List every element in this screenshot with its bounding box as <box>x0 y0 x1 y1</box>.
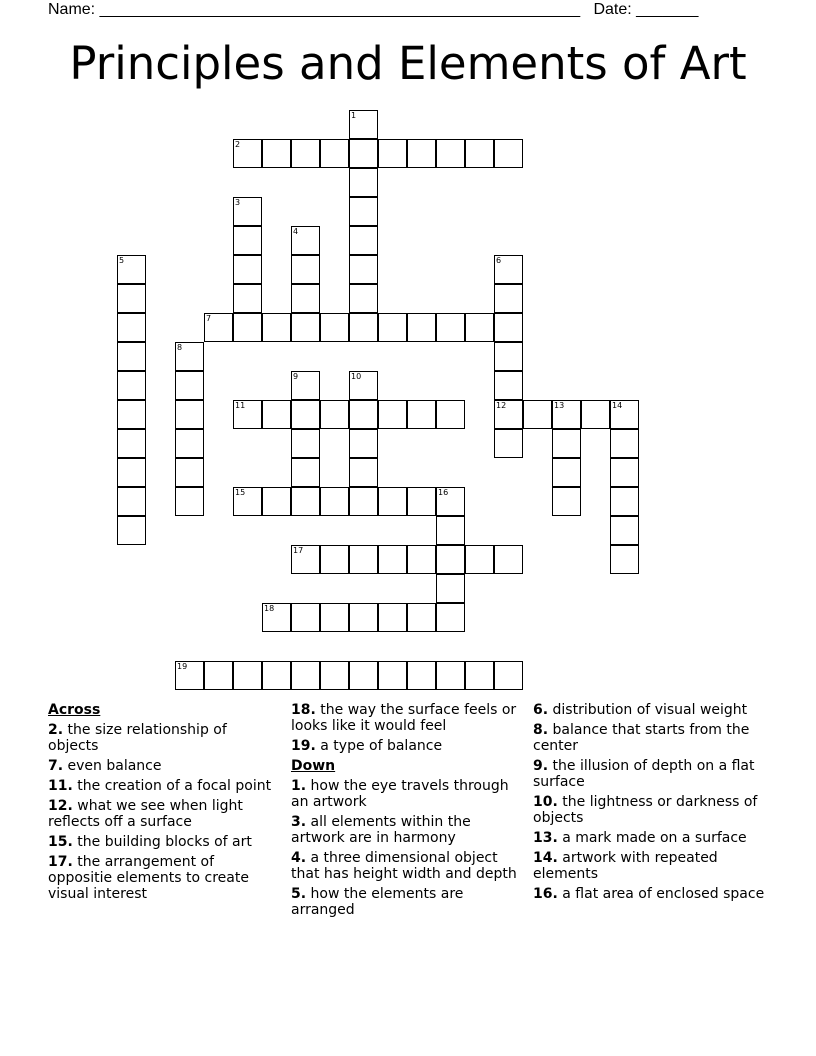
clue-text: all elements within the artwork are in harmony <box>291 814 471 846</box>
grid-cell[interactable] <box>233 487 262 516</box>
cell-number: 14 <box>612 401 623 410</box>
grid-cell[interactable] <box>610 400 639 429</box>
grid-cell[interactable] <box>581 400 610 429</box>
grid-cell[interactable] <box>407 400 436 429</box>
clue-item <box>533 702 765 718</box>
name-field[interactable]: Name: ______________________________________________________ <box>48 1 581 18</box>
grid-cell[interactable] <box>523 400 552 429</box>
grid-cell[interactable] <box>436 139 465 168</box>
clue-text: even balance <box>63 758 162 774</box>
grid-cell[interactable] <box>291 139 320 168</box>
grid-cell[interactable] <box>494 371 523 400</box>
clue-number: 16. <box>533 886 558 902</box>
grid-cell[interactable] <box>407 545 436 574</box>
grid-cell[interactable] <box>494 313 523 342</box>
grid-cell[interactable] <box>349 284 378 313</box>
clue-text: distribution of visual weight <box>548 702 748 718</box>
grid-cell[interactable] <box>610 429 639 458</box>
clue-text: a type of balance <box>315 738 443 754</box>
clue-column-2 <box>291 702 523 922</box>
grid-cell[interactable] <box>175 429 204 458</box>
clue-text: what we see when light reflects off a surface <box>48 798 243 830</box>
cell-number: 5 <box>119 256 125 265</box>
cell-number: 17 <box>293 546 304 555</box>
grid-cell[interactable] <box>436 603 465 632</box>
cell-number: 4 <box>293 227 299 236</box>
cell-number: 13 <box>554 401 565 410</box>
grid-cell[interactable] <box>407 139 436 168</box>
grid-cell[interactable] <box>117 342 146 371</box>
grid-cell[interactable] <box>117 458 146 487</box>
clue-item <box>48 722 280 754</box>
clue-text: the lightness or darkness of objects <box>533 794 758 826</box>
clue-item <box>533 758 765 790</box>
clue-text: a three dimensional object that has height width and depth <box>291 850 517 882</box>
grid-cell[interactable] <box>233 661 262 690</box>
grid-cell[interactable] <box>262 313 291 342</box>
grid-cell[interactable] <box>610 516 639 545</box>
clue-text: the arrangement of oppositie elements to create visual interest <box>48 854 249 902</box>
grid-cell[interactable] <box>262 661 291 690</box>
grid-cell[interactable] <box>291 371 320 400</box>
cell-number: 8 <box>177 343 183 352</box>
grid-cell[interactable] <box>436 574 465 603</box>
grid-cell[interactable] <box>204 313 233 342</box>
clue-item <box>291 778 523 810</box>
grid-cell[interactable] <box>291 487 320 516</box>
cell-number: 18 <box>264 604 275 613</box>
grid-cell[interactable] <box>378 545 407 574</box>
grid-cell[interactable] <box>494 545 523 574</box>
cell-number: 3 <box>235 198 241 207</box>
grid-cell[interactable] <box>262 400 291 429</box>
clue-text: a flat area of enclosed space <box>557 886 765 902</box>
clue-number: 18. <box>291 702 316 718</box>
grid-cell[interactable] <box>117 400 146 429</box>
grid-cell[interactable] <box>378 661 407 690</box>
grid-cell[interactable] <box>291 545 320 574</box>
clue-text: the size relationship of objects <box>48 722 227 754</box>
grid-cell[interactable] <box>262 487 291 516</box>
grid-cell[interactable] <box>349 429 378 458</box>
grid-cell[interactable] <box>465 139 494 168</box>
clue-number: 4. <box>291 850 307 866</box>
down-heading: Down <box>291 758 336 774</box>
grid-cell[interactable] <box>349 168 378 197</box>
grid-cell[interactable] <box>117 487 146 516</box>
clue-item <box>533 722 765 754</box>
grid-cell[interactable] <box>175 371 204 400</box>
clue-number: 19. <box>291 738 316 754</box>
clue-text: how the eye travels through an artwork <box>291 778 509 810</box>
grid-cell[interactable] <box>349 661 378 690</box>
grid-cell[interactable] <box>378 313 407 342</box>
grid-cell[interactable] <box>494 661 523 690</box>
grid-cell[interactable] <box>436 400 465 429</box>
clue-number: 7. <box>48 758 64 774</box>
cell-number: 7 <box>206 314 212 323</box>
grid-cell[interactable] <box>378 400 407 429</box>
clue-item <box>48 778 280 794</box>
grid-cell[interactable] <box>233 226 262 255</box>
clue-text: the creation of a focal point <box>72 778 272 794</box>
grid-cell[interactable] <box>349 545 378 574</box>
date-field[interactable]: Date: _______ <box>593 1 699 18</box>
clue-item <box>533 830 765 846</box>
grid-cell[interactable] <box>436 545 465 574</box>
cell-number: 10 <box>351 372 362 381</box>
clue-text: balance that starts from the center <box>533 722 750 754</box>
grid-cell[interactable] <box>349 400 378 429</box>
grid-cell[interactable] <box>436 516 465 545</box>
grid-cell[interactable] <box>233 284 262 313</box>
clue-text: artwork with repeated elements <box>533 850 718 882</box>
clue-number: 9. <box>533 758 549 774</box>
cell-number: 16 <box>438 488 449 497</box>
clue-item <box>291 850 523 882</box>
cell-number: 15 <box>235 488 246 497</box>
grid-cell[interactable] <box>117 429 146 458</box>
clue-number: 12. <box>48 798 73 814</box>
grid-cell[interactable] <box>291 429 320 458</box>
clue-item <box>291 738 523 754</box>
grid-cell[interactable] <box>233 197 262 226</box>
grid-cell[interactable] <box>291 661 320 690</box>
grid-cell[interactable] <box>494 342 523 371</box>
grid-cell[interactable] <box>175 458 204 487</box>
grid-cell[interactable] <box>291 284 320 313</box>
clue-column-3 <box>533 702 765 906</box>
grid-cell[interactable] <box>117 313 146 342</box>
clue-item <box>291 702 523 734</box>
grid-cell[interactable] <box>552 429 581 458</box>
grid-cell[interactable] <box>349 226 378 255</box>
grid-cell[interactable] <box>610 487 639 516</box>
grid-cell[interactable] <box>407 603 436 632</box>
grid-cell[interactable] <box>349 603 378 632</box>
clue-number: 6. <box>533 702 549 718</box>
clue-item <box>48 798 280 830</box>
clue-number: 14. <box>533 850 558 866</box>
grid-cell[interactable] <box>378 139 407 168</box>
grid-cell[interactable] <box>610 545 639 574</box>
clue-number: 5. <box>291 886 307 902</box>
grid-cell[interactable] <box>465 661 494 690</box>
grid-cell[interactable] <box>349 255 378 284</box>
clue-number: 1. <box>291 778 307 794</box>
grid-cell[interactable] <box>233 313 262 342</box>
grid-cell[interactable] <box>407 487 436 516</box>
grid-cell[interactable] <box>291 255 320 284</box>
cell-number: 12 <box>496 401 507 410</box>
grid-cell[interactable] <box>320 400 349 429</box>
page-title: Principles and Elements of Art <box>69 37 747 90</box>
grid-cell[interactable] <box>349 371 378 400</box>
grid-cell[interactable] <box>262 603 291 632</box>
grid-cell[interactable] <box>465 545 494 574</box>
grid-cell[interactable] <box>349 487 378 516</box>
clue-text: the building blocks of art <box>72 834 252 850</box>
grid-cell[interactable] <box>610 458 639 487</box>
grid-cell[interactable] <box>175 400 204 429</box>
grid-cell[interactable] <box>349 110 378 139</box>
clue-item <box>533 886 765 902</box>
grid-cell[interactable] <box>291 400 320 429</box>
grid-cell[interactable] <box>407 313 436 342</box>
grid-cell[interactable] <box>117 284 146 313</box>
grid-cell[interactable] <box>291 603 320 632</box>
clue-number: 15. <box>48 834 73 850</box>
grid-cell[interactable] <box>204 661 233 690</box>
grid-cell[interactable] <box>320 545 349 574</box>
grid-cell[interactable] <box>320 139 349 168</box>
clue-item <box>291 886 523 918</box>
grid-cell[interactable] <box>291 458 320 487</box>
cell-number: 1 <box>351 111 357 120</box>
clue-number: 2. <box>48 722 64 738</box>
grid-cell[interactable] <box>436 487 465 516</box>
clue-number: 3. <box>291 814 307 830</box>
grid-cell[interactable] <box>378 603 407 632</box>
grid-cell[interactable] <box>320 661 349 690</box>
grid-cell[interactable] <box>233 139 262 168</box>
clue-text: a mark made on a surface <box>557 830 747 846</box>
cell-number: 19 <box>177 662 188 671</box>
clue-number: 10. <box>533 794 558 810</box>
grid-cell[interactable] <box>494 139 523 168</box>
cell-number: 6 <box>496 256 502 265</box>
grid-cell[interactable] <box>552 458 581 487</box>
grid-cell[interactable] <box>349 458 378 487</box>
grid-cell[interactable] <box>552 487 581 516</box>
grid-cell[interactable] <box>320 487 349 516</box>
grid-cell[interactable] <box>291 313 320 342</box>
cell-number: 11 <box>235 401 246 410</box>
clue-text: how the elements are arranged <box>291 886 464 918</box>
grid-cell[interactable] <box>233 255 262 284</box>
clue-text: the way the surface feels or looks like it would feel <box>291 702 517 734</box>
grid-cell[interactable] <box>494 429 523 458</box>
across-heading: Across <box>48 702 101 718</box>
grid-cell[interactable] <box>349 313 378 342</box>
clue-item <box>48 854 280 902</box>
grid-cell[interactable] <box>320 313 349 342</box>
grid-cell[interactable] <box>233 400 262 429</box>
grid-cell[interactable] <box>117 255 146 284</box>
grid-cell[interactable] <box>494 400 523 429</box>
clue-number: 8. <box>533 722 549 738</box>
clue-item <box>48 834 280 850</box>
grid-cell[interactable] <box>494 284 523 313</box>
clue-column-1 <box>48 702 280 906</box>
grid-cell[interactable] <box>175 661 204 690</box>
clue-item <box>291 814 523 846</box>
clue-number: 11. <box>48 778 73 794</box>
grid-cell[interactable] <box>117 371 146 400</box>
grid-cell[interactable] <box>349 139 378 168</box>
clue-text: the illusion of depth on a flat surface <box>533 758 755 790</box>
grid-cell[interactable] <box>117 516 146 545</box>
grid-cell[interactable] <box>378 487 407 516</box>
clue-item <box>533 794 765 826</box>
grid-cell[interactable] <box>407 661 436 690</box>
grid-cell[interactable] <box>175 342 204 371</box>
grid-cell[interactable] <box>552 400 581 429</box>
clue-item <box>48 758 280 774</box>
grid-cell[interactable] <box>291 226 320 255</box>
clue-number: 17. <box>48 854 73 870</box>
grid-cell[interactable] <box>436 661 465 690</box>
cell-number: 2 <box>235 140 241 149</box>
grid-cell[interactable] <box>465 313 494 342</box>
clue-number: 13. <box>533 830 558 846</box>
grid-cell[interactable] <box>262 139 291 168</box>
cell-number: 9 <box>293 372 299 381</box>
grid-cell[interactable] <box>494 255 523 284</box>
clue-item <box>533 850 765 882</box>
grid-cell[interactable] <box>436 313 465 342</box>
grid-cell[interactable] <box>175 487 204 516</box>
grid-cell[interactable] <box>320 603 349 632</box>
grid-cell[interactable] <box>349 197 378 226</box>
